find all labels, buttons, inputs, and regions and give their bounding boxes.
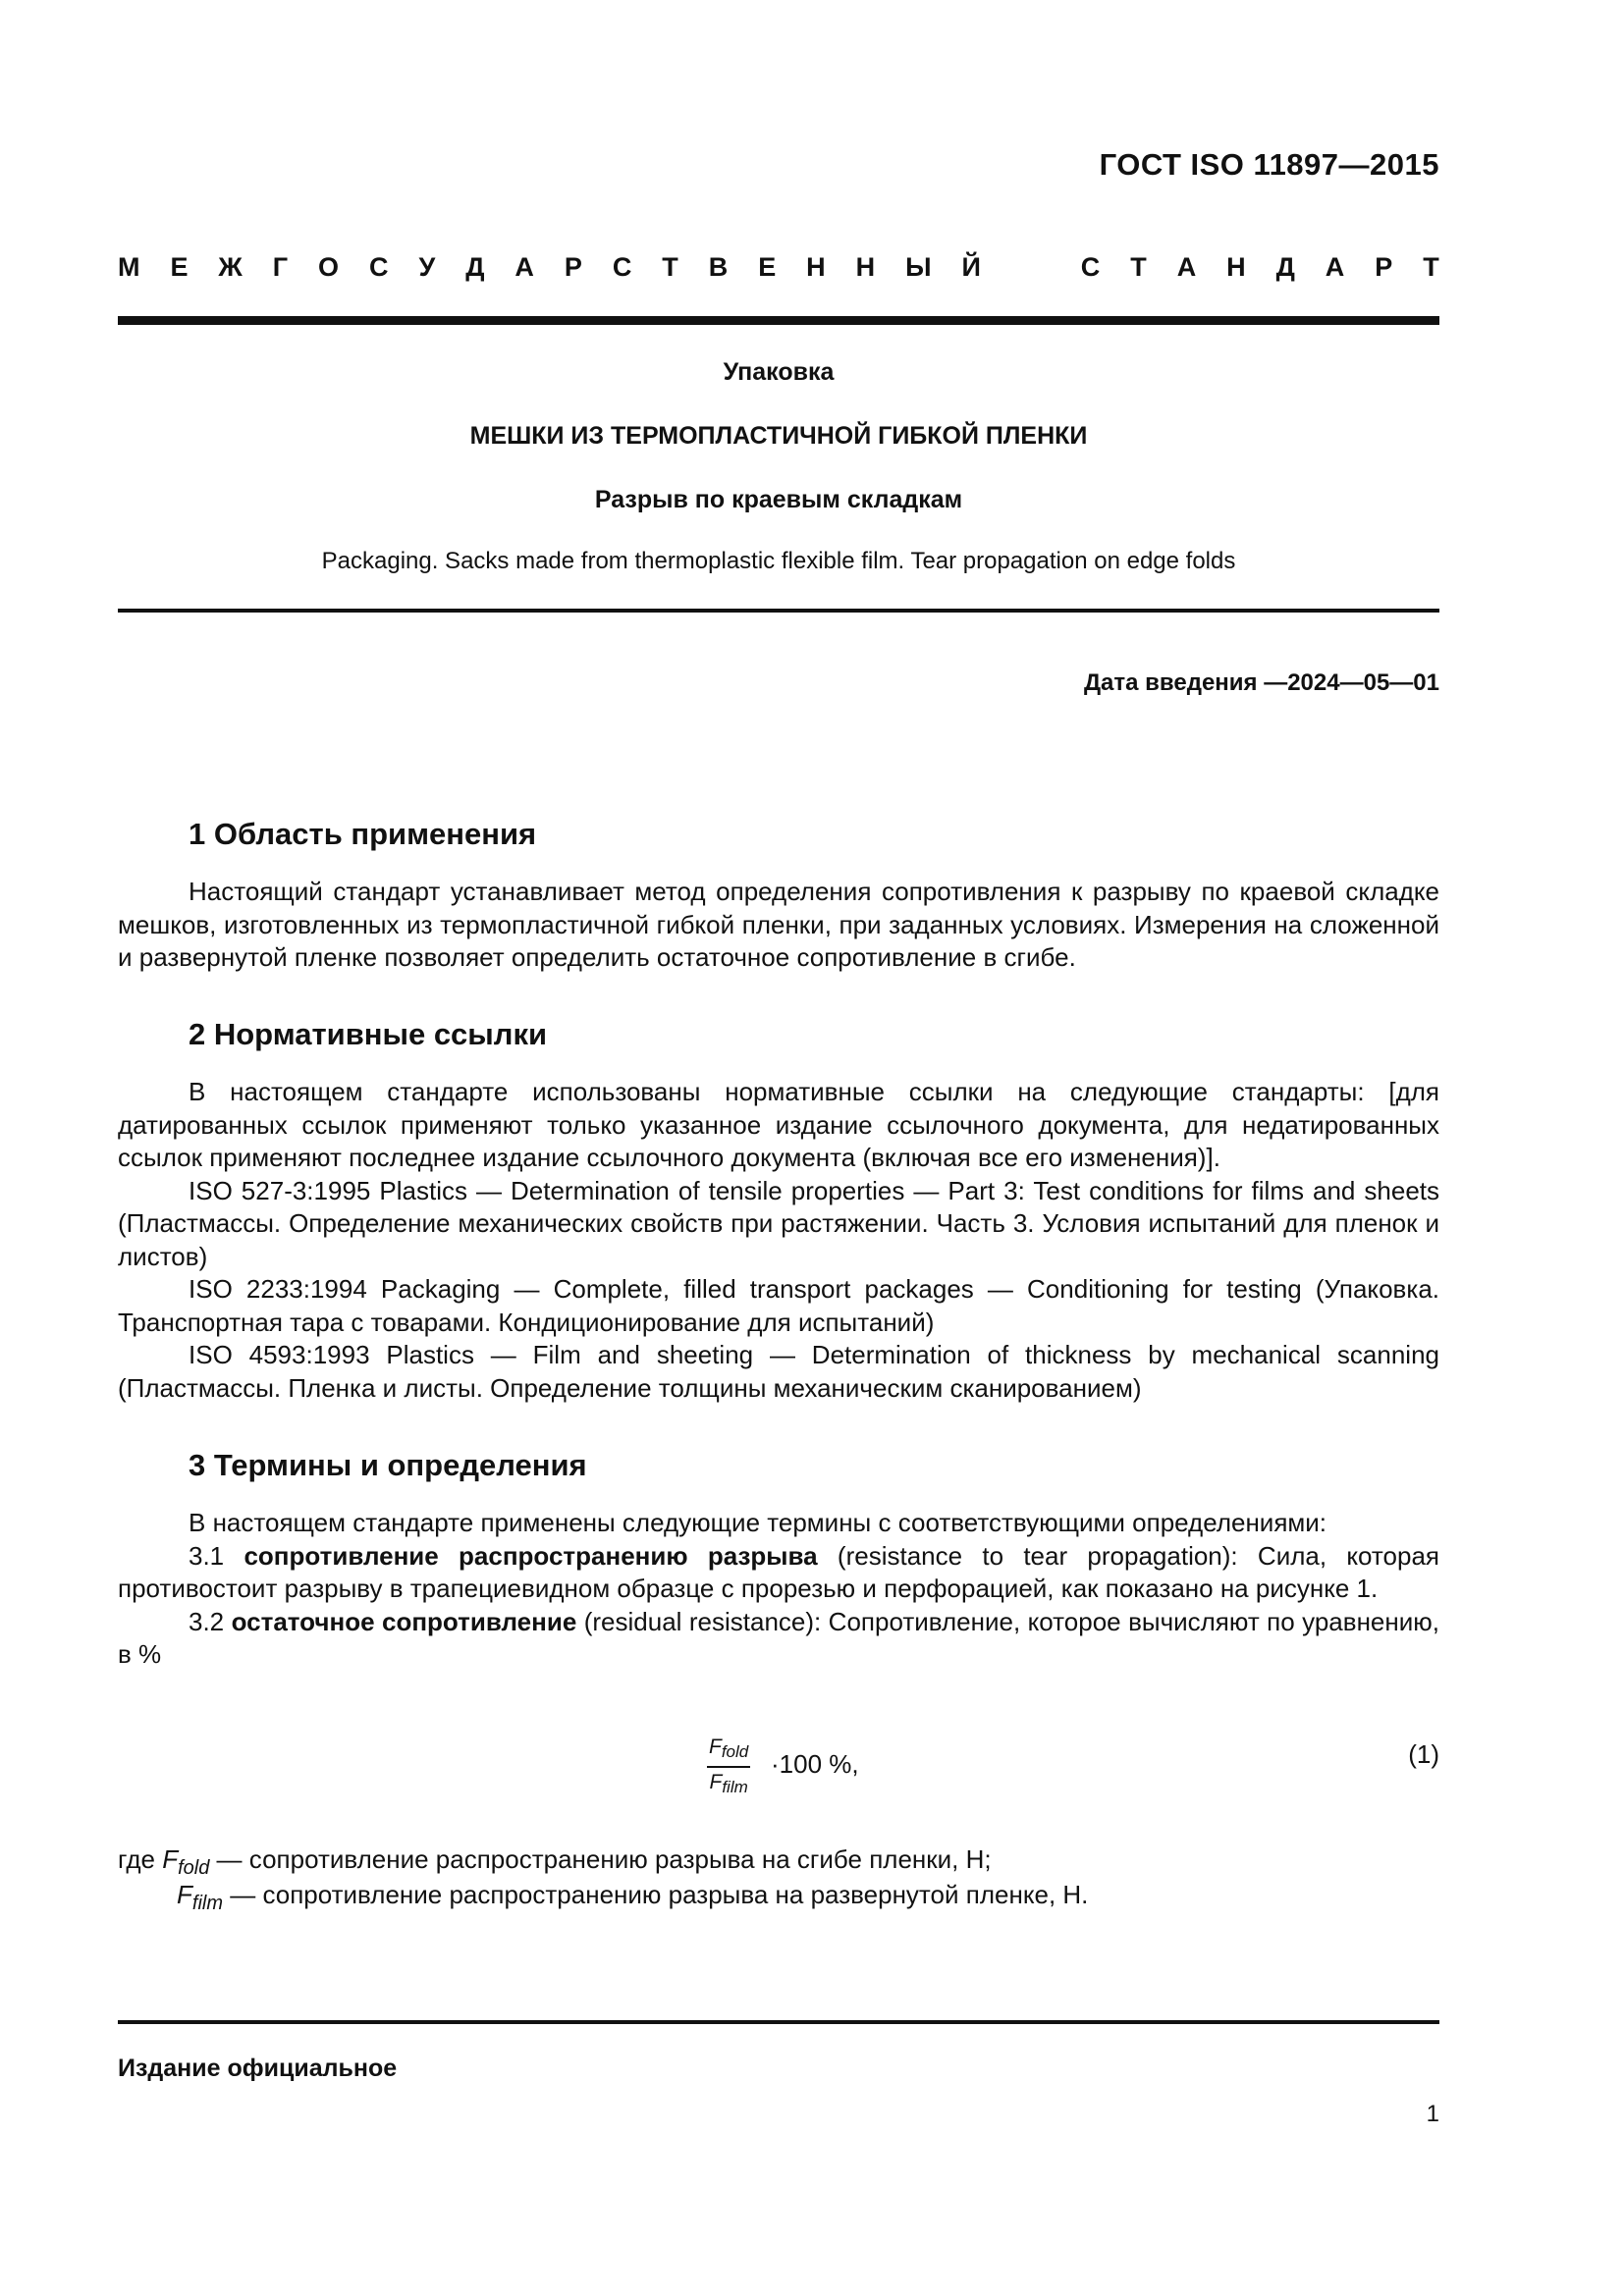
where-line-2 bbox=[177, 1878, 1088, 1921]
section-2-reference-iso4593: ISO 4593:1993 Plastics — Film and sheeting — Determination of thickness by mechanical scanning (Пластмассы. Пленка и листы. Определение толщины механическим сканированием) bbox=[118, 1340, 1439, 1403]
section-2 bbox=[118, 1015, 1439, 1405]
section-3-definition-3-1 bbox=[118, 1540, 1439, 1606]
numerator-variable: F bbox=[709, 1735, 722, 1758]
section-2-reference-iso2233: ISO 2233:1994 Packaging — Complete, filled transport packages — Conditioning for testing (Упаковка. Транспортная тара с товарами. Кондиционирование для испытаний) bbox=[118, 1274, 1439, 1337]
section-1 bbox=[118, 815, 1439, 975]
where-prefix: где bbox=[118, 1844, 155, 1874]
variable-f-film-description: — сопротивление распространению разрыва на развернутой пленке, Н. bbox=[223, 1880, 1089, 1909]
gost-identifier: ГОСТ ISO 11897—2015 bbox=[1099, 147, 1439, 182]
title-rule bbox=[118, 609, 1439, 613]
introduction-date: Дата введения —2024—05—01 bbox=[1083, 669, 1439, 696]
title-english: Packaging. Sacks made from thermoplastic flexible film. Tear propagation on edge folds bbox=[321, 548, 1236, 574]
equation-fraction bbox=[707, 1735, 750, 1800]
variable-f-fold-description: — сопротивление распространению разрыва на сгибе пленки, Н; bbox=[209, 1844, 992, 1874]
definition-term: остаточное сопротивление bbox=[231, 1606, 577, 1636]
header-rule bbox=[118, 316, 1439, 325]
definition-number: 3.1 bbox=[189, 1540, 225, 1571]
numerator-subscript: fold bbox=[721, 1742, 749, 1761]
section-3-heading: 3 Термины и определения bbox=[189, 1448, 587, 1482]
fraction-denominator bbox=[707, 1768, 750, 1800]
section-3-definition-3-2 bbox=[118, 1606, 1439, 1672]
variable-f-fold: $F_{fold}$ bbox=[162, 1844, 210, 1879]
definition-text: (resistance to tear propagation): Сила, которая противостоит разрыву в трапециевидном образце с прорезью и перфорацией, как показано на рисунке 1. bbox=[118, 1540, 1439, 1603]
equation-1 bbox=[118, 1730, 1439, 1808]
equation-number: (1) bbox=[1408, 1739, 1439, 1769]
section-3-paragraph-1: В настоящем стандарте применены следующие термины с соответствующими определениями: bbox=[189, 1508, 1327, 1537]
definition-term: сопротивление распространению разрыва bbox=[244, 1540, 818, 1571]
section-2-paragraph-1: В настоящем стандарте использованы нормативные ссылки на следующие стандарты: [для датированных ссылок применяют только указанное издание ссылочного документа, для недатированных ссылок применяют последнее издание ссылочного документа (включая все его изменения)]. bbox=[118, 1077, 1439, 1172]
variable-f-film: $F_{film}$ bbox=[177, 1880, 223, 1914]
footer-rule bbox=[118, 2020, 1439, 2024]
fraction-numerator bbox=[707, 1735, 750, 1768]
page-number: 1 bbox=[1426, 2101, 1439, 2127]
title-category: Упаковка bbox=[723, 358, 835, 386]
section-1-paragraph: Настоящий стандарт устанавливает метод определения сопротивления к разрыву по краевой складке мешков, изготовленных из термопластичной гибкой пленки, при заданных условиях. Измерения на сложенной и развернутой пленке позволяет определить остаточное сопротивление в сгибе. bbox=[118, 877, 1439, 972]
title-subtitle: Разрыв по краевым складкам bbox=[594, 486, 963, 513]
section-2-heading: 2 Нормативные ссылки bbox=[189, 1017, 548, 1051]
definition-text: (residual resistance): Сопротивление, которое вычисляют по уравнению, в % bbox=[118, 1606, 1439, 1669]
denominator-subscript: film bbox=[722, 1778, 748, 1796]
definition-number: 3.2 bbox=[189, 1606, 225, 1636]
official-edition-label: Издание официальное bbox=[118, 2055, 398, 2082]
interstate-standard-banner: М Е Ж Г О С У Д А Р С Т В Е Н Н Ы Й С Т А Н Д А Р Т bbox=[118, 252, 1439, 282]
equation-multiplier: ·100 %, bbox=[771, 1749, 859, 1779]
section-2-reference-iso527: ISO 527-3:1995 Plastics — Determination of tensile properties — Part 3: Test conditions for films and sheets (Пластмассы. Определение механических свойств при растяжении. Часть 3. Условия испытаний для пленок и листов) bbox=[118, 1175, 1439, 1271]
section-1-heading: 1 Область применения bbox=[189, 817, 537, 851]
denominator-variable: F bbox=[709, 1771, 723, 1793]
title-main: МЕШКИ ИЗ ТЕРМОПЛАСТИЧНОЙ ГИБКОЙ ПЛЕНКИ bbox=[469, 422, 1088, 450]
section-3 bbox=[118, 1446, 1439, 1672]
